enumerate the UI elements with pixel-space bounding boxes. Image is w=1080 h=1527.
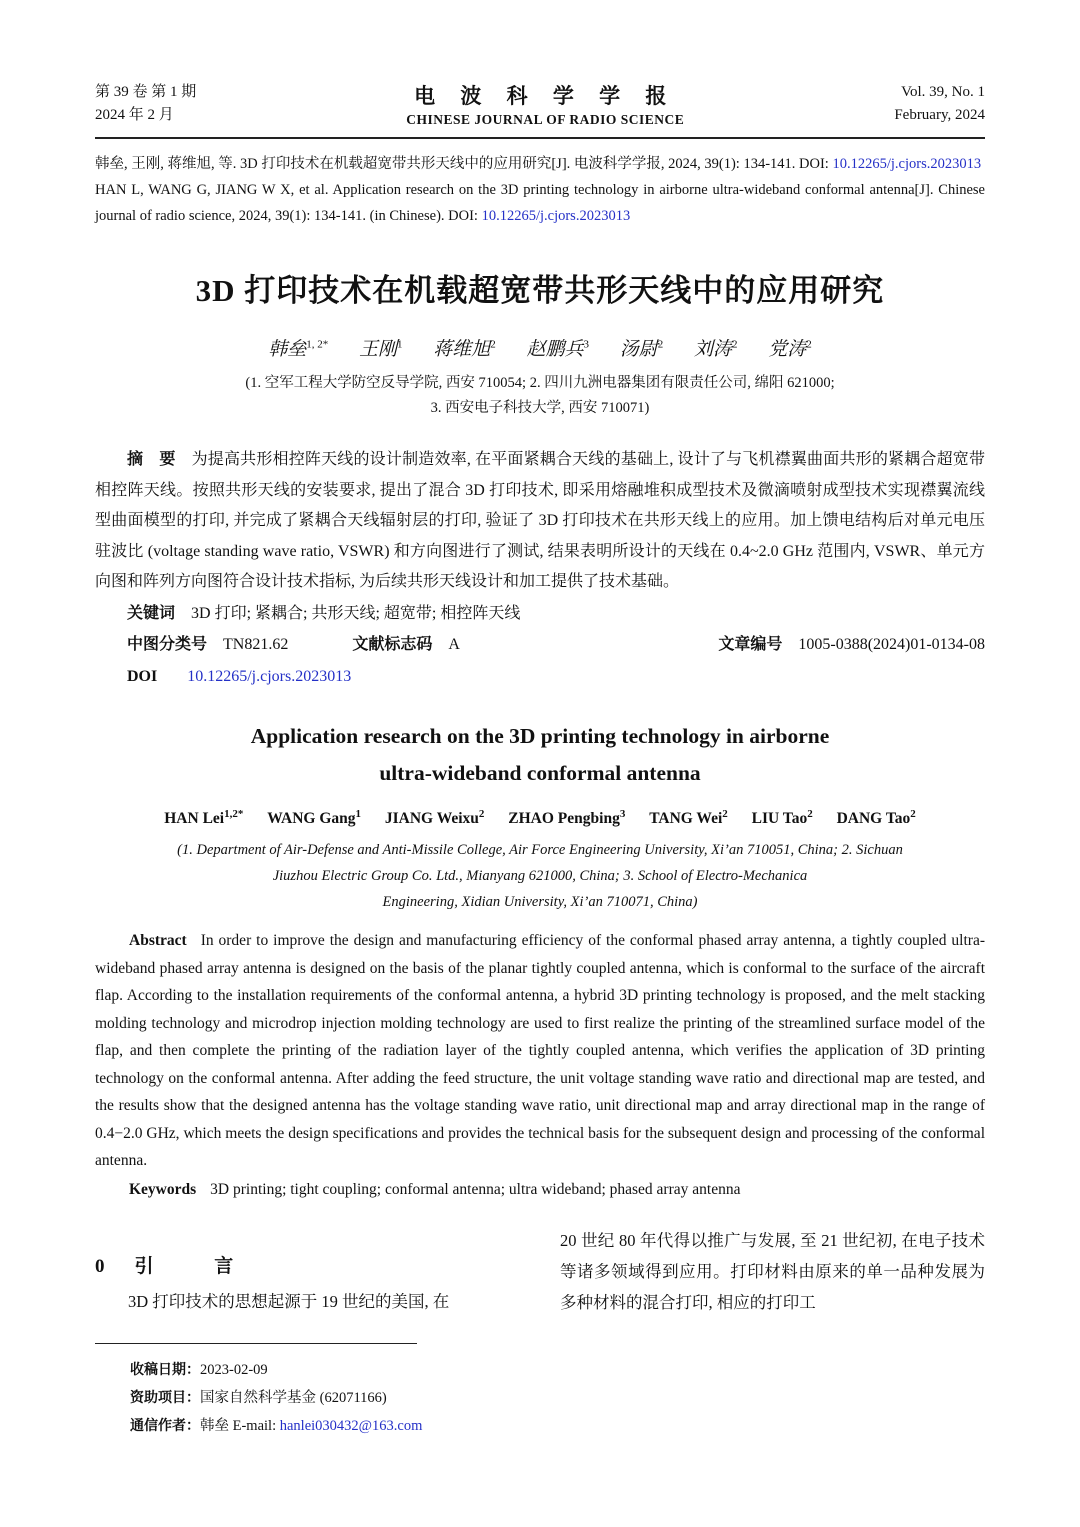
keywords-en-label: Keywords	[129, 1180, 197, 1198]
keywords-en	[95, 1176, 985, 1204]
email-link[interactable]: hanlei030432@163.com	[279, 1418, 423, 1435]
issue-cn: 第 39 卷 第 1 期	[95, 84, 197, 100]
article-title-cn: 3D 打印技术在机载超宽带共形天线中的应用研究	[195, 273, 885, 308]
received-date: 收稿日期：2023-02-09	[130, 1361, 268, 1379]
doc-code-label: 文献标志码	[352, 636, 433, 653]
citation-cn	[95, 151, 985, 177]
doc-code-pair	[352, 630, 460, 661]
keywords-cn-label: 关键词	[127, 604, 176, 622]
affil-cn-line1: (1. 空军工程大学防空反导学院, 西安 710054; 2. 四川九洲电器集团有限责任公司, 绵阳 621000;	[245, 375, 835, 391]
author-en: DANG Tao$^2$	[836, 808, 916, 828]
abstract-en-text: In order to improve the design and manufacturing efficiency of the conformal phased array antenna, a tightly coupled ultra-wideband phased array antenna is designed on the basis of the planar tightly coupled antenna, which is conformal to the surface of the aircraft flap. According to the installation requirements of the conformal antenna, a hybrid 3D printing technology is proposed, and the melt stacking molding technology and microdrop injection molding technology are used to first realize the printing of the streamlined surface model of the flap, and then complete the printing of the radiation layer of the tightly coupled antenna, which verifies the application of 3D printing technology on the conformal antenna. After adding the feed structure, the unit voltage standing wave ratio and directional map are tested, and the results show that the designed antenna has the voltage standing wave ratio, unit directional map and array directional map in the range of 0.4−2.0 GHz, which meets the design specifications and provides the technical basis for the subsequent design and processing of the conformal antenna.	[95, 932, 985, 1170]
author-cn: 汤尉$^2$	[619, 338, 664, 360]
footnotes	[95, 1356, 520, 1440]
header-volume-block	[894, 81, 985, 127]
author-cn: 赵鹏兵$^3$	[526, 338, 589, 360]
header-divider	[95, 137, 985, 139]
header-issue-block	[95, 81, 196, 127]
article-id-pair	[718, 630, 985, 661]
date-cn: 2024 年 2 月	[95, 107, 174, 123]
authors-cn	[95, 334, 985, 361]
journal-header	[95, 80, 985, 128]
funding: 资助项目：国家自然科学基金 (62071166)	[130, 1389, 387, 1407]
author-en: HAN Lei$^{1,2*}$	[164, 808, 244, 828]
intro-paragraph-right: 20 世纪 80 年代得以推广与发展, 至 21 世纪初, 在电子技术等诸多领域得到应用。打印材料由原来的单一品种发展为多种材料的混合打印, 相应的打印工	[560, 1231, 985, 1313]
clc-number: TN821.62	[223, 636, 289, 653]
author-cn: 韩垒$^{1, 2*}$	[268, 338, 329, 360]
citation-cn-text: 韩垒, 王刚, 蒋维旭, 等. 3D 打印技术在机载超宽带共形天线中的应用研究[J]. 电波科学学报, 2024, 39(1): 134-141. DOI:	[95, 156, 833, 172]
right-column	[560, 1225, 985, 1440]
author-cn: 党涛$^2$	[768, 338, 812, 360]
keywords-cn-text: 3D 打印; 紧耦合; 共形天线; 超宽带; 相控阵天线	[191, 604, 521, 622]
section-0-heading	[95, 1251, 520, 1278]
section-title: 引 言	[134, 1256, 262, 1278]
abstract-cn	[95, 445, 985, 598]
abstract-en-label: Abstract	[129, 932, 187, 950]
journal-title-en: CHINESE JOURNAL OF RADIO SCIENCE	[406, 112, 685, 127]
corresponding-author: 通信作者：韩垒 E-mail: hanlei030432@163.com	[130, 1417, 423, 1435]
affil-en-line1: (1. Department of Air-Defense and Anti-Missile College, Air Force Engineering University, Xi’an 710051, China; 2. Sichuan	[177, 842, 903, 859]
left-column	[95, 1225, 520, 1440]
journal-title-cn: 电 波 科 学 学 报	[414, 84, 677, 108]
affil-cn-line2: 3. 西安电子科技大学, 西安 710071)	[430, 400, 650, 416]
article-title-en	[95, 718, 985, 792]
footnote-divider	[95, 1343, 417, 1344]
abstract-cn-text: 为提高共形相控阵天线的设计制造效率, 在平面紧耦合天线的基础上, 设计了与飞机襟翼曲面共形的紧耦合超宽带相控阵天线。按照共形天线的安装要求, 提出了混合 3D 打印技术, 即采用熔融堆积成型技术及微滴喷射成型技术实现襟翼流线型曲面模型的打印, 并完成了紧耦合天线辐射层的打印, 验证了 3D 打印技术在共形天线上的应用。加上馈电结构后对单元电压驻波比 (voltage standing wave ratio, VSWR) 和方向图进行了测试, 结果表明所设计的天线在 0.4~2.0 GHz 范围内, VSWR、单元方向图和阵列方向图符合设计技术指标, 为后续共形天线设计和加工提供了技术基础。	[95, 451, 985, 590]
author-en: TANG Wei$^2$	[649, 808, 728, 828]
title-en-line1: Application research on the 3D printing technology in airborne	[250, 724, 830, 748]
meta-row	[127, 630, 985, 661]
abstract-en-block	[95, 927, 985, 1203]
citation-en-text: HAN L, WANG G, JIANG W X, et al. Application research on the 3D printing technology in airborne ultra-wideband conformal antenna[J]. Chinese journal of radio science, 2024, 39(1): 134-141. (in Chinese). DOI:	[95, 182, 985, 224]
author-en: ZHAO Pengbing$^3$	[508, 808, 626, 828]
citation-en	[95, 177, 985, 229]
clc-label: 中图分类号	[127, 636, 208, 653]
abstract-cn-block	[95, 445, 985, 692]
doi-link[interactable]: 10.12265/j.cjors.2023013	[187, 667, 352, 685]
affil-en-line2: Jiuzhou Electric Group Co. Ltd., Mianyang 621000, China; 3. School of Electro-Mechanica	[272, 868, 808, 885]
author-cn: 王刚$^1$	[358, 338, 403, 360]
author-en: LIU Tao$^2$	[751, 808, 813, 828]
affiliations-cn	[95, 371, 985, 421]
affiliations-en	[95, 837, 985, 915]
abstract-cn-label: 摘 要	[127, 451, 182, 468]
doi-label: DOI	[127, 667, 158, 685]
author-cn: 蒋维旭$^2$	[433, 338, 496, 360]
article-id-label: 文章编号	[718, 636, 783, 653]
citation-block	[95, 151, 985, 229]
section-number: 0	[95, 1256, 105, 1278]
citation-cn-doi-link[interactable]: 10.12265/j.cjors.2023013	[832, 156, 982, 172]
doi-row	[127, 662, 985, 693]
authors-en	[95, 808, 985, 828]
keywords-en-text: 3D printing; tight coupling; conformal antenna; ultra wideband; phased array antenna	[210, 1180, 741, 1198]
meta-block	[95, 599, 985, 693]
intro-paragraph-left: 3D 打印技术的思想起源于 19 世纪的美国, 在	[128, 1292, 450, 1312]
body-columns	[95, 1225, 985, 1440]
affil-en-line3: Engineering, Xidian University, Xi’an 710071, China)	[382, 894, 698, 911]
date-en: February, 2024	[894, 107, 985, 123]
clc-pair	[127, 630, 288, 661]
article-id: 1005-0388(2024)01-0134-08	[798, 636, 985, 653]
author-cn: 刘涛$^2$	[694, 338, 738, 360]
citation-en-doi-link[interactable]: 10.12265/j.cjors.2023013	[481, 208, 631, 224]
abstract-en	[95, 927, 985, 1175]
doc-code: A	[448, 636, 460, 653]
vol-en: Vol. 39, No. 1	[901, 84, 985, 100]
author-en: JIANG Weixu$^2$	[384, 808, 485, 828]
title-en-line2: ultra-wideband conformal antenna	[379, 761, 701, 785]
author-en: WANG Gang$^1$	[267, 808, 361, 828]
journal-title-block	[196, 80, 894, 128]
keywords-cn	[127, 599, 985, 630]
